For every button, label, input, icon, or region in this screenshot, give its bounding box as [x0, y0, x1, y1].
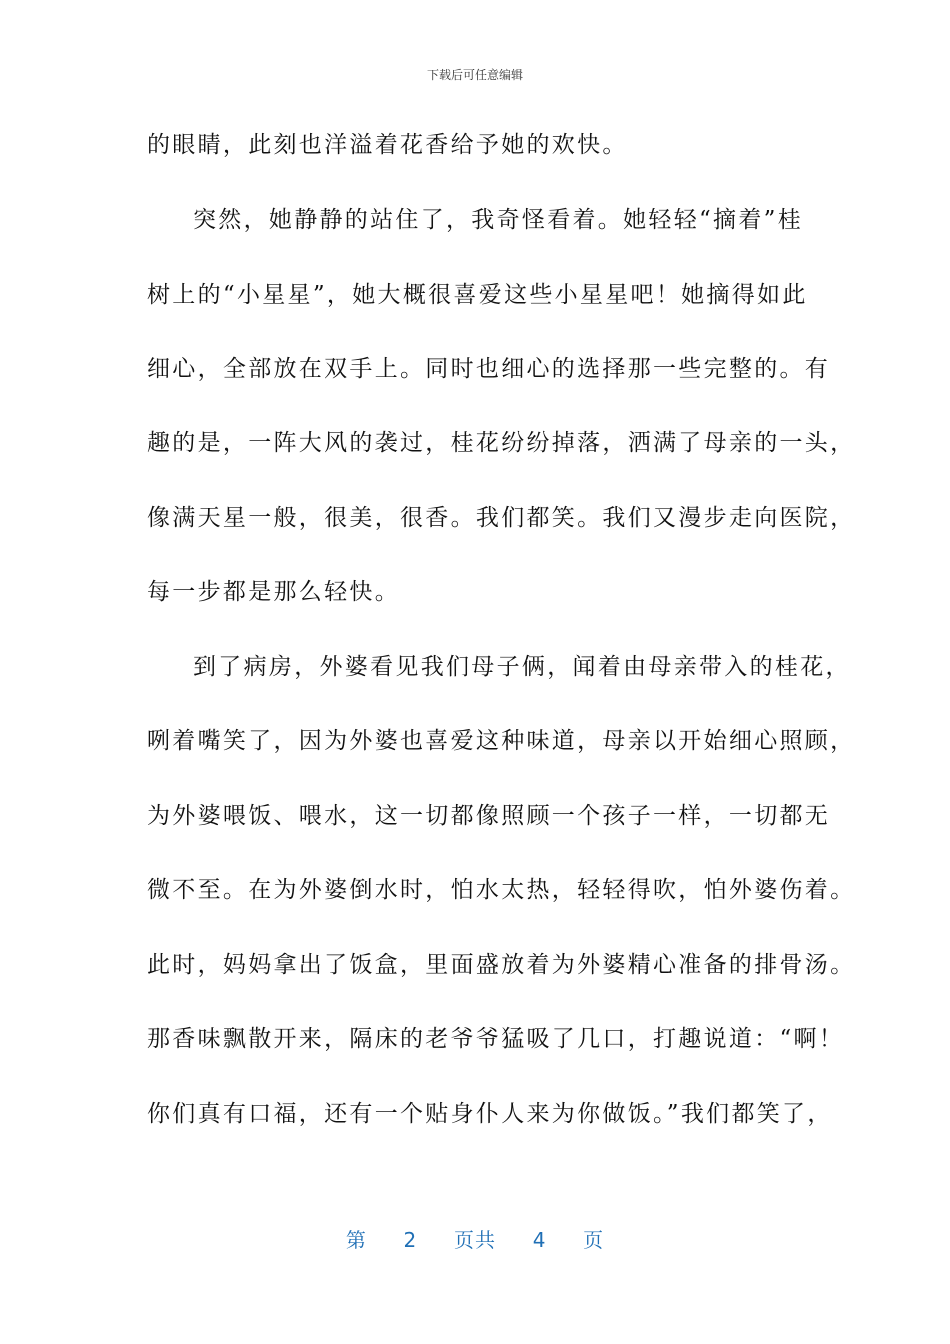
- text-line: 像满天星一般，很美，很香。我们都笑。我们又漫步走向医院，: [147, 505, 856, 531]
- text-line: 的眼睛，此刻也洋溢着花香给予她的欢快。: [147, 132, 628, 158]
- page-label-prefix: 第: [345, 1228, 367, 1252]
- text-line: 那香味飘散开来，隔床的老爷爷猛吸了几口，打趣说道：“啊！: [147, 1026, 845, 1052]
- text-line: 到了病房，外婆看见我们母子俩，闻着由母亲带入的桂花，: [193, 654, 851, 680]
- text-line: 突然，她静静的站住了，我奇怪看着。她轻轻“摘着”桂: [193, 207, 804, 233]
- text-line: 咧着嘴笑了，因为外婆也喜爱这种味道，母亲以开始细心照顾，: [147, 728, 856, 754]
- text-line: 为外婆喂饭、喂水，这一切都像照顾一个孩子一样，一切都无: [147, 803, 831, 829]
- page-label-middle: 页共: [454, 1228, 496, 1252]
- total-page-number: 4: [532, 1228, 547, 1252]
- text-line: 此时，妈妈拿出了饭盒，里面盛放着为外婆精心准备的排骨汤。: [147, 952, 856, 978]
- current-page-number: 2: [403, 1228, 418, 1252]
- text-line: 树上的“小星星”，她大概很喜爱这些小星星吧！她摘得如此: [147, 282, 808, 308]
- text-line: 细心，全部放在双手上。同时也细心的选择那一些完整的。有: [147, 356, 831, 382]
- page-header: 下载后可任意编辑: [426, 68, 523, 82]
- page-label-suffix: 页: [583, 1228, 605, 1252]
- text-line: 趣的是，一阵大风的袭过，桂花纷纷掉落，洒满了母亲的一头，: [147, 430, 856, 456]
- text-line: 你们真有口福，还有一个贴身仆人来为你做饭。”我们都笑了，: [147, 1101, 833, 1127]
- page-number-footer: [0, 1224, 950, 1253]
- text-line: 微不至。在为外婆倒水时，怕水太热，轻轻得吹，怕外婆伤着。: [147, 877, 856, 903]
- text-line: 每一步都是那么轻快。: [147, 579, 400, 605]
